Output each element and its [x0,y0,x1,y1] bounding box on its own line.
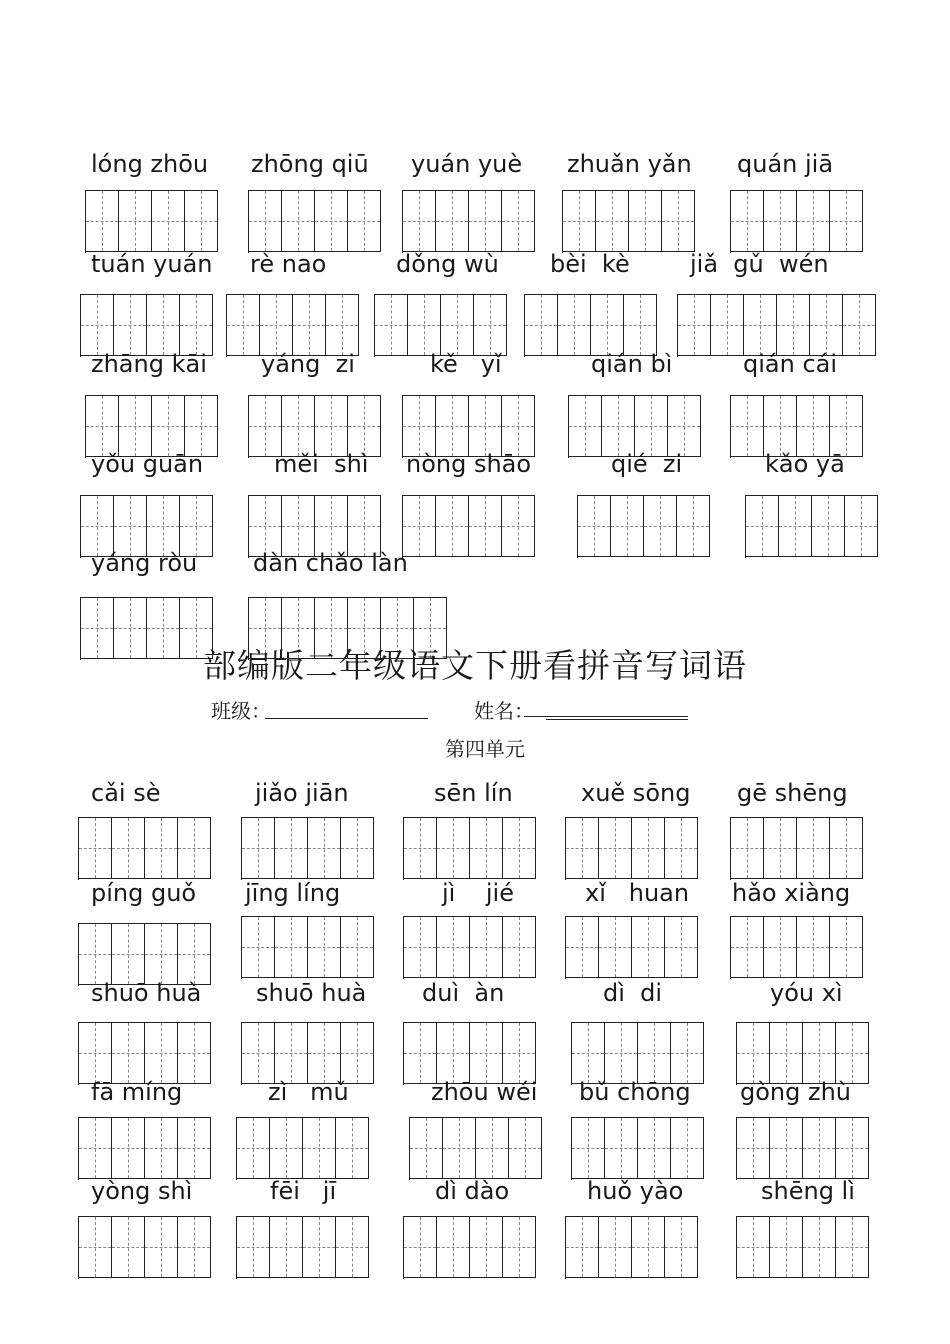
pinyin-label: qié zi [611,450,683,478]
pinyin-label: shēng lì [761,1177,855,1205]
pinyin-label: gē shēng [737,779,848,807]
name-input-line[interactable] [524,716,688,717]
writing-grid[interactable] [403,817,536,880]
pinyin-label: zì mǔ [268,1078,349,1106]
pinyin-label: cǎi sè [91,779,161,807]
pinyin-label: gòng zhù [740,1078,852,1106]
pinyin-label: jiǎo jiān [255,779,349,807]
pinyin-label: qián bì [591,350,673,378]
pinyin-label: dàn chǎo làn [253,549,408,577]
writing-grid[interactable] [241,817,374,880]
writing-grid[interactable] [402,395,535,458]
writing-grid[interactable] [402,495,535,558]
writing-grid[interactable] [78,1117,211,1180]
pinyin-label: shuō huà [91,979,202,1007]
writing-grid[interactable] [78,1022,211,1085]
writing-grid[interactable] [403,1022,536,1085]
writing-grid[interactable] [78,817,211,880]
pinyin-label: yuán yuè [411,150,523,178]
pinyin-label: měi shì [274,450,369,478]
pinyin-label: jiǎ gǔ wén [690,250,829,278]
pinyin-label: quán jiā [737,150,834,178]
pinyin-label: xuě sōng [581,779,691,807]
writing-grid[interactable] [571,1022,704,1085]
name-input-line-underline [546,719,688,720]
writing-grid[interactable] [730,916,863,979]
pinyin-label: bǔ chōng [579,1078,691,1106]
pinyin-label: huǒ yào [587,1177,684,1205]
class-label: 班级： [211,699,271,723]
writing-grid[interactable] [736,1216,869,1279]
pinyin-label: yòng shì [91,1177,193,1205]
pinyin-label: hǎo xiàng [732,879,851,907]
pinyin-label: dì dào [435,1177,510,1205]
writing-grid[interactable] [403,916,536,979]
writing-grid[interactable] [677,294,876,357]
writing-grid[interactable] [568,395,701,458]
writing-grid[interactable] [565,916,698,979]
page-title: 部编版二年级语文下册看拼音写词语 [203,646,747,685]
writing-grid[interactable] [565,817,698,880]
pinyin-label: dì di [603,979,663,1007]
pinyin-label: yóu xì [770,979,843,1007]
pinyin-label: zhāng kāi [91,350,207,378]
writing-grid[interactable] [374,294,507,357]
writing-grid[interactable] [745,495,878,558]
pinyin-label: jīng líng [245,879,341,907]
writing-grid[interactable] [226,294,359,357]
pinyin-label: jì jié [442,879,514,907]
pinyin-label: bèi kè [550,250,630,278]
pinyin-label: yáng ròu [91,549,198,577]
writing-grid[interactable] [571,1117,704,1180]
pinyin-label: tuán yuán [91,250,213,278]
pinyin-label: kǎo yā [765,450,845,478]
writing-grid[interactable] [524,294,657,357]
class-input-line[interactable] [265,718,428,719]
pinyin-label: yǒu guān [91,450,204,478]
writing-grid[interactable] [248,190,381,253]
pinyin-label: fēi jī [270,1177,337,1205]
pinyin-label: nòng shāo [406,450,532,478]
pinyin-label: zhōng qiū [251,150,369,178]
writing-grid[interactable] [577,495,710,558]
pinyin-label: lóng zhōu [91,150,209,178]
pinyin-label: qián cái [743,350,838,378]
writing-grid[interactable] [736,1117,869,1180]
writing-grid[interactable] [730,190,863,253]
writing-grid[interactable] [78,1216,211,1279]
writing-grid[interactable] [236,1216,369,1279]
writing-grid[interactable] [241,916,374,979]
pinyin-label: kě yǐ [430,350,502,378]
pinyin-label: yáng zi [261,350,355,378]
writing-grid[interactable] [248,395,381,458]
pinyin-label: zhōu wéi [431,1078,538,1106]
pinyin-label: rè nao [250,250,327,278]
writing-grid[interactable] [409,1117,542,1180]
pinyin-label: xǐ huan [585,879,690,907]
writing-grid[interactable] [730,817,863,880]
pinyin-label: zhuǎn yǎn [567,150,692,178]
pinyin-label: dǒng wù [396,250,499,278]
pinyin-label: fā míng [91,1078,183,1106]
writing-grid[interactable] [80,294,213,357]
writing-grid[interactable] [85,395,218,458]
pinyin-label: shuō huà [256,979,367,1007]
writing-grid[interactable] [85,190,218,253]
writing-grid[interactable] [730,395,863,458]
unit-heading: 第四单元 [445,737,525,761]
writing-grid[interactable] [402,190,535,253]
pinyin-label: duì àn [422,979,505,1007]
writing-grid[interactable] [403,1216,536,1279]
writing-grid[interactable] [78,923,211,986]
writing-grid[interactable] [236,1117,369,1180]
writing-grid[interactable] [565,1216,698,1279]
name-label: 姓名： [474,699,534,723]
pinyin-label: píng guǒ [91,879,197,907]
writing-grid[interactable] [241,1022,374,1085]
pinyin-label: sēn lín [434,779,513,807]
writing-grid[interactable] [736,1022,869,1085]
writing-grid[interactable] [562,190,695,253]
